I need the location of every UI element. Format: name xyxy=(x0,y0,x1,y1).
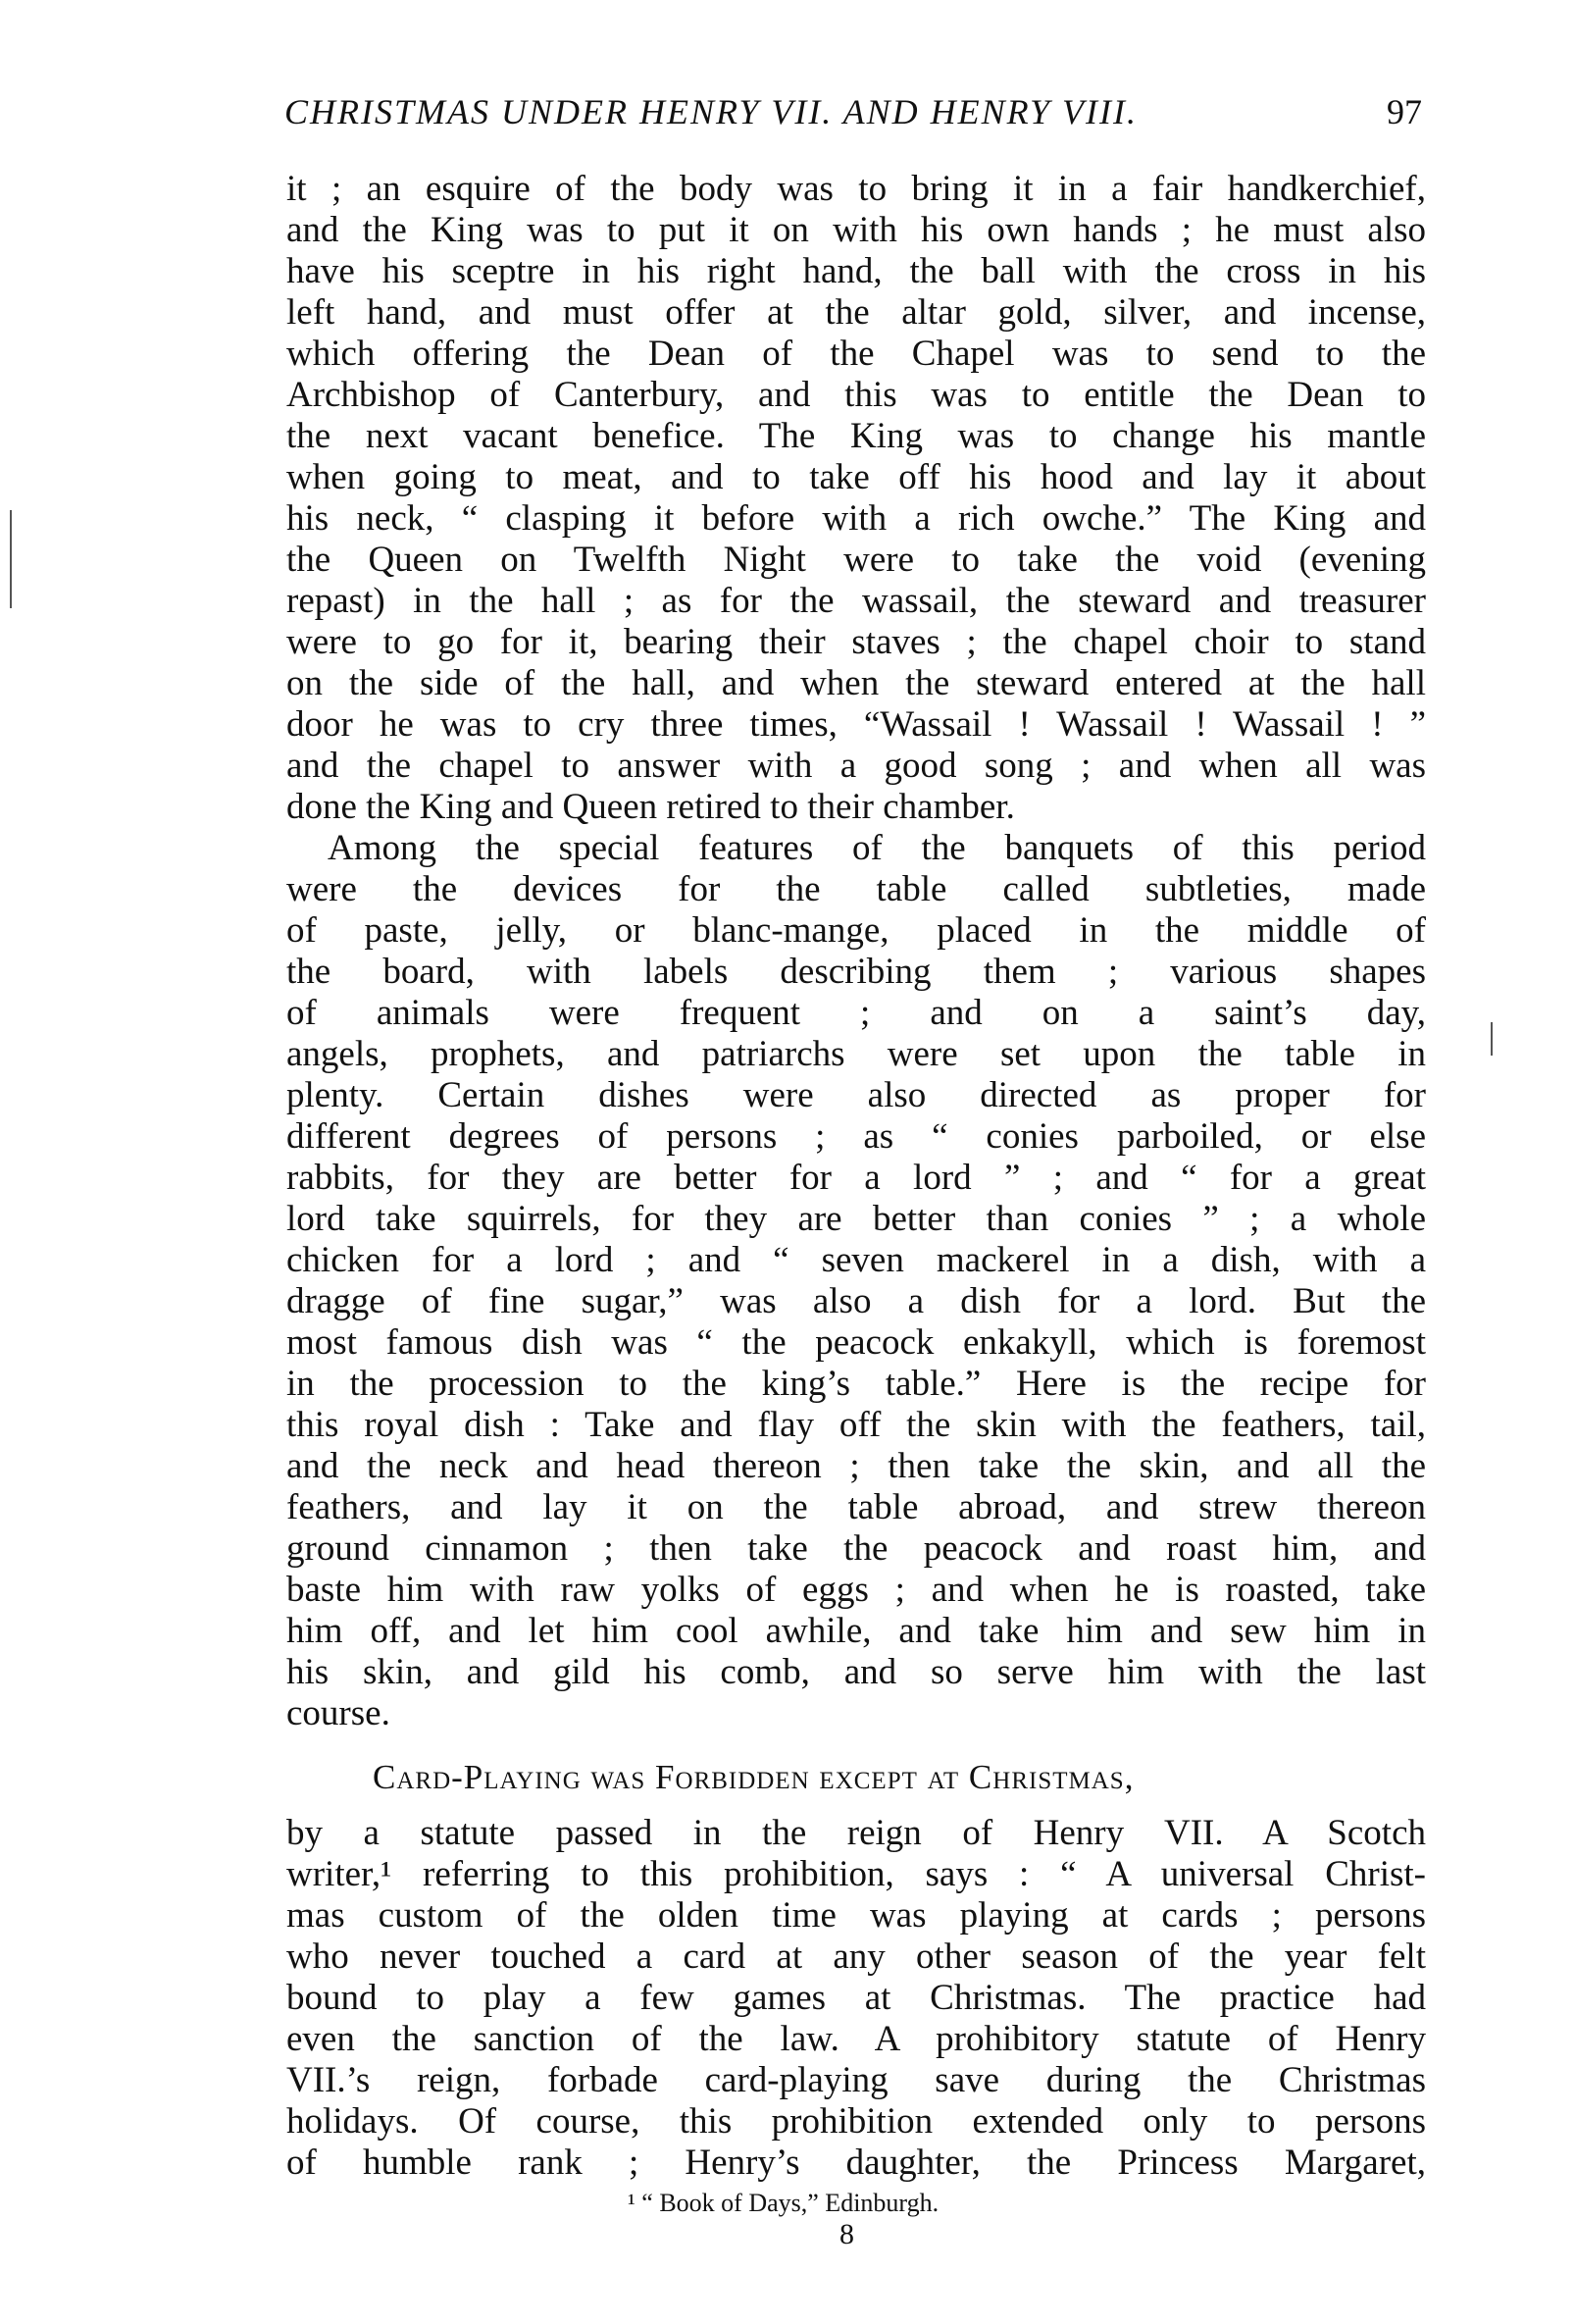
text-line: the Queen on Twelfth Night were to take the void (evening xyxy=(286,540,1426,580)
page-number: 97 xyxy=(1387,92,1422,131)
text-line: angels, prophets, and patriarchs were set upon the table in xyxy=(286,1034,1426,1074)
margin-scan-mark xyxy=(10,510,12,608)
margin-scan-mark xyxy=(1491,1022,1493,1056)
text-line: lord take squirrels, for they are better than conies ” ; a whole xyxy=(286,1199,1426,1239)
text-line: left hand, and must offer at the altar gold, silver, and incense, xyxy=(286,292,1426,333)
text-line: of animals were frequent ; and on a saint’s day, xyxy=(286,993,1426,1033)
text-line: on the side of the hall, and when the steward entered at the hall xyxy=(286,663,1426,703)
text-line: this royal dish : Take and flay off the skin with the feathers, tail, xyxy=(286,1405,1426,1445)
text-line: chicken for a lord ; and “ seven mackerel in a dish, with a xyxy=(286,1240,1426,1280)
text-line: in the procession to the king’s table.” Here is the recipe for xyxy=(286,1364,1426,1404)
text-line: of humble rank ; Henry’s daughter, the Princess Margaret, xyxy=(286,2143,1426,2183)
text-line: the board, with labels describing them ; various shapes xyxy=(286,952,1426,992)
text-line: and the chapel to answer with a good song ; and when all was xyxy=(286,746,1426,786)
text-line: writer,¹ referring to this prohibition, says : “ A universal Christ- xyxy=(286,1854,1426,1894)
text-line: who never touched a card at any other season of the year felt xyxy=(286,1937,1426,1977)
text-line: door he was to cry three times, “Wassail ! Wassail ! Wassail ! ” xyxy=(286,704,1426,745)
text-line: holidays. Of course, this prohibition extended only to persons xyxy=(286,2101,1426,2142)
text-line: were to go for it, bearing their staves ; the chapel choir to stand xyxy=(286,622,1426,662)
text-line: bound to play a few games at Christmas. The practice had xyxy=(286,1978,1426,2018)
text-line: and the King was to put it on with his own hands ; he must also xyxy=(286,210,1426,250)
signature-mark: 8 xyxy=(839,2218,854,2250)
text-line: it ; an esquire of the body was to bring it in a fair handkerchief, xyxy=(286,169,1426,209)
text-line: have his sceptre in his right hand, the ball with the cross in his xyxy=(286,251,1426,291)
text-line: feathers, and lay it on the table abroad, and strew thereon xyxy=(286,1487,1426,1527)
text-line: dragge of fine sugar,” was also a dish for a lord. But the xyxy=(286,1281,1426,1321)
footnote: ¹ “ Book of Days,” Edinburgh. xyxy=(628,2189,940,2217)
section-heading: Card-Playing was Forbidden except at Christmas, xyxy=(373,1758,1135,1796)
text-line: the next vacant benefice. The King was to change his mantle xyxy=(286,416,1426,456)
running-head xyxy=(284,90,1422,133)
text-line: when going to meat, and to take off his hood and lay it about xyxy=(286,457,1426,497)
text-line: baste him with raw yolks of eggs ; and when he is roasted, take xyxy=(286,1570,1426,1610)
text-line: course. xyxy=(286,1693,390,1733)
text-line: repast) in the hall ; as for the wassail, the steward and treasurer xyxy=(286,581,1426,621)
text-line: mas custom of the olden time was playing at cards ; persons xyxy=(286,1895,1426,1936)
text-line: him off, and let him cool awhile, and take him and sew him in xyxy=(286,1611,1426,1651)
text-line: Archbishop of Canterbury, and this was to entitle the Dean to xyxy=(286,375,1426,415)
text-line: even the sanction of the law. A prohibitory statute of Henry xyxy=(286,2019,1426,2059)
text-line: which offering the Dean of the Chapel was to send to the xyxy=(286,334,1426,374)
text-line: his skin, and gild his comb, and so serve him with the last xyxy=(286,1652,1426,1692)
text-line: his neck, “ clasping it before with a rich owche.” The King and xyxy=(286,498,1426,539)
text-line: by a statute passed in the reign of Henry VII. A Scotch xyxy=(286,1813,1426,1853)
text-line: most famous dish was “ the peacock enkakyll, which is foremost xyxy=(286,1322,1426,1363)
text-line: and the neck and head thereon ; then take the skin, and all the xyxy=(286,1446,1426,1486)
text-line: Among the special features of the banquets of this period xyxy=(328,828,1426,868)
text-line: different degrees of persons ; as “ conies parboiled, or else xyxy=(286,1116,1426,1157)
text-line: of paste, jelly, or blanc-mange, placed in the middle of xyxy=(286,910,1426,951)
text-line: VII.’s reign, forbade card-playing save during the Christmas xyxy=(286,2060,1426,2100)
text-line: done the King and Queen retired to their chamber. xyxy=(286,787,1015,827)
text-line: ground cinnamon ; then take the peacock and roast him, and xyxy=(286,1528,1426,1569)
running-title: CHRISTMAS UNDER HENRY VII. AND HENRY VIII. xyxy=(284,92,1138,131)
text-line: rabbits, for they are better for a lord ” ; and “ for a great xyxy=(286,1158,1426,1198)
text-line: were the devices for the table called subtleties, made xyxy=(286,869,1426,909)
text-line: plenty. Certain dishes were also directed as proper for xyxy=(286,1075,1426,1115)
